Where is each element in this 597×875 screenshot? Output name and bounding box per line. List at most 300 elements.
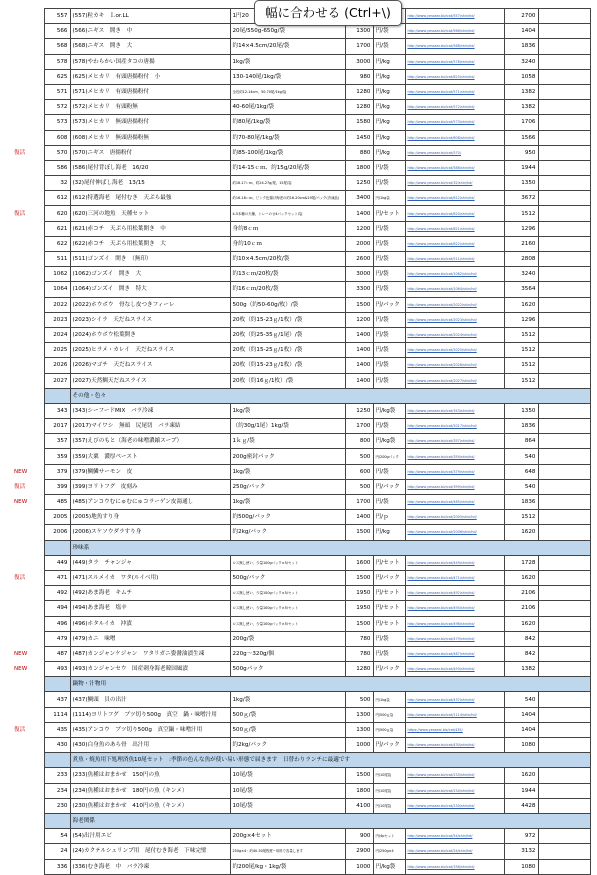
- table-row[interactable]: [12, 39, 590, 54]
- table-row[interactable]: [12, 495, 590, 510]
- table-row[interactable]: [12, 69, 590, 84]
- item-unit: 円/セット: [373, 586, 405, 601]
- table-row[interactable]: [12, 236, 590, 251]
- item-link[interactable]: http://www.yessear.biz/cat/566/shin/hd/: [405, 24, 504, 39]
- item-spec: 約16ｃｍ/20枚/袋: [230, 282, 345, 297]
- item-total: 842: [504, 646, 538, 661]
- table-row[interactable]: [12, 100, 590, 115]
- status-label: [12, 84, 44, 99]
- item-unit: 円/袋: [373, 631, 405, 646]
- item-id: 233: [44, 768, 70, 783]
- item-price: 600: [345, 464, 373, 479]
- item-price: 1300: [345, 722, 373, 737]
- item-price: 3000: [345, 267, 373, 282]
- item-link[interactable]: http://www.yessear.biz/cat/430/shin/hd/: [405, 738, 504, 753]
- status-label: [12, 616, 44, 631]
- item-link[interactable]: http://www.yessear.biz/cat/586/shin/hd/: [405, 160, 504, 175]
- item-id: 487: [44, 646, 70, 661]
- item-total: 648: [504, 464, 538, 479]
- status-label: [12, 297, 44, 312]
- item-id: 1114: [44, 707, 70, 722]
- table-row[interactable]: [12, 692, 590, 707]
- item-spec: 約200尾/kg・1kg/袋: [230, 859, 345, 874]
- item-link[interactable]: http://www.yessear.biz/cat/2024/shin/hd/: [405, 327, 504, 342]
- item-price: 1400: [345, 206, 373, 221]
- status-label: 復活: [12, 145, 44, 160]
- item-link[interactable]: http://www.yessear.biz/cat/449/shin/hd/: [405, 555, 504, 570]
- item-name: (399)ヨリトフグ 皮刻み: [70, 479, 230, 494]
- item-price: 1500: [345, 297, 373, 312]
- item-price: 1400: [345, 510, 373, 525]
- item-link[interactable]: http://www.yessear.biz/cat/573/shin/hd/: [405, 115, 504, 130]
- item-link[interactable]: http://www.yessear.biz/cat/485/shin/hd/: [405, 495, 504, 510]
- item-id: 32: [44, 176, 70, 191]
- table-row[interactable]: [12, 419, 590, 434]
- item-total: 1404: [504, 722, 538, 737]
- item-spec: ロス無し使い、少量100gパック×5/セット: [230, 616, 345, 631]
- item-name: (233)魚種はおまかせ 150円の魚: [70, 768, 230, 783]
- item-spec: 10尾/袋: [230, 768, 345, 783]
- item-spec: 約2kg/パック: [230, 525, 345, 540]
- item-total: 1350: [504, 176, 538, 191]
- item-price: 1600: [345, 555, 373, 570]
- item-link[interactable]: http://www.yessear.biz/cat/612/shin/hd/: [405, 191, 504, 206]
- table-row[interactable]: [12, 403, 590, 418]
- item-unit: 円/パック: [373, 738, 405, 753]
- table-row[interactable]: [12, 601, 590, 616]
- item-link[interactable]: http://www.yessear.biz/cat/233/shin/hd/: [405, 768, 504, 783]
- section-label: その他・色々: [70, 388, 590, 403]
- status-label: NEW: [12, 495, 44, 510]
- empty-cell: [538, 206, 590, 221]
- empty-cell: [44, 540, 70, 555]
- item-spec: 20枚（約15-25ｇ/1枚）/袋: [230, 343, 345, 358]
- item-spec: 約70-80尾/1kg/袋: [230, 130, 345, 145]
- item-link[interactable]: http://www.yessear.biz/cat/572/shin/hd/: [405, 100, 504, 115]
- item-price: 1200: [345, 221, 373, 236]
- item-link[interactable]: http://www.yessear.biz/cat/2026/shin/hd/: [405, 358, 504, 373]
- table-row[interactable]: [12, 586, 590, 601]
- status-label: 復活: [12, 722, 44, 737]
- item-name: (54)出汁用エビ: [70, 829, 230, 844]
- item-price: 1250: [345, 176, 373, 191]
- item-id: 493: [44, 662, 70, 677]
- table-row[interactable]: [12, 616, 590, 631]
- item-name: (471)スルメイカ ワタ(ルイベ用): [70, 570, 230, 585]
- empty-cell: [538, 54, 590, 69]
- item-name: (620)三河の地魚 天種セット: [70, 206, 230, 221]
- item-link[interactable]: http://www.yessear.biz/cat/2005/shin/hd/: [405, 510, 504, 525]
- item-name: (608)メヒカリ 無頭唐揚粉無: [70, 130, 230, 145]
- status-label: [12, 631, 44, 646]
- item-price: 1800: [345, 783, 373, 798]
- table-row[interactable]: [12, 312, 590, 327]
- status-label: [12, 525, 44, 540]
- status-label: [12, 798, 44, 813]
- item-link[interactable]: http://www.yessear.biz/cat/336/shin/hd/: [405, 859, 504, 874]
- item-id: 511: [44, 252, 70, 267]
- item-link[interactable]: http://www.yessear.biz/cat/625/shin/hd/: [405, 69, 504, 84]
- item-id: 479: [44, 631, 70, 646]
- item-price: 4100: [345, 798, 373, 813]
- item-unit: 円/袋: [373, 221, 405, 236]
- table-row[interactable]: [12, 115, 590, 130]
- item-total: 1382: [504, 100, 538, 115]
- item-spec: （約30g/1尾）1kg/袋: [230, 419, 345, 434]
- item-link[interactable]: http://www.yessear.biz/cat/343/shin/hd/: [405, 403, 504, 418]
- item-unit: 円/kg: [373, 84, 405, 99]
- section-header-row: [12, 813, 590, 828]
- item-link[interactable]: http://www.yessear.biz/cat/2022/shin/hd/: [405, 297, 504, 312]
- section-header-row: [12, 677, 590, 692]
- empty-cell: [12, 813, 44, 828]
- table-row[interactable]: [12, 738, 590, 753]
- empty-cell: [538, 616, 590, 631]
- item-total: 1944: [504, 783, 538, 798]
- table-row[interactable]: [12, 434, 590, 449]
- status-label: [12, 54, 44, 69]
- item-link[interactable]: http://www.yessear.biz/cat/492/shin/hd/: [405, 586, 504, 601]
- item-id: 586: [44, 160, 70, 175]
- empty-cell: [538, 115, 590, 130]
- item-unit: 円/10尾袋: [373, 798, 405, 813]
- table-row[interactable]: [12, 555, 590, 570]
- item-link[interactable]: http://www.yessear.biz/cat/496/shin/hd/: [405, 616, 504, 631]
- status-label: [12, 312, 44, 327]
- table-row[interactable]: [12, 206, 590, 221]
- item-total: 1836: [504, 39, 538, 54]
- item-link[interactable]: http://www.yessear.biz/cat/24/shin/hd/: [405, 844, 504, 859]
- item-link[interactable]: http://www.yessear.biz/cat/2023/shin/hd/: [405, 312, 504, 327]
- item-unit: 円/200gパック: [373, 449, 405, 464]
- item-id: 430: [44, 738, 70, 753]
- item-link[interactable]: http://www.yessear.biz/cat/608/shin/hd/: [405, 130, 504, 145]
- item-spec: 250g/パック: [230, 479, 345, 494]
- item-total: 4428: [504, 798, 538, 813]
- table-row[interactable]: [12, 707, 590, 722]
- empty-cell: [538, 100, 590, 115]
- empty-cell: [538, 191, 590, 206]
- item-total: 1512: [504, 373, 538, 388]
- status-label: [12, 768, 44, 783]
- item-name: (435)アンコウ ブツ切り500g 真空鍋・味噌汁用: [70, 722, 230, 737]
- table-row[interactable]: [12, 130, 590, 145]
- table-row[interactable]: [12, 282, 590, 297]
- item-unit: 円/kg: [373, 100, 405, 115]
- table-row[interactable]: [12, 297, 590, 312]
- empty-cell: [538, 768, 590, 783]
- item-name: (2026)マゴチ 天だねスライス: [70, 358, 230, 373]
- empty-cell: [12, 677, 44, 692]
- item-link[interactable]: http://www.yessear.biz/cat/1114/shin/hd/: [405, 707, 504, 722]
- item-total: 1836: [504, 419, 538, 434]
- item-total: 1512: [504, 358, 538, 373]
- table-row[interactable]: [12, 646, 590, 661]
- item-id: 435: [44, 722, 70, 737]
- item-price: 1500: [345, 768, 373, 783]
- table-row[interactable]: [12, 722, 590, 737]
- table-row[interactable]: [12, 464, 590, 479]
- empty-cell: [538, 419, 590, 434]
- table-row[interactable]: [12, 798, 590, 813]
- item-unit: 円/袋: [373, 236, 405, 251]
- item-total: 3240: [504, 267, 538, 282]
- item-id: 2022: [44, 297, 70, 312]
- item-unit: 円/セット: [373, 601, 405, 616]
- item-link[interactable]: http://www.yessear.biz/cat/437/shin/hd/: [405, 692, 504, 707]
- item-spec: 200g密封パック: [230, 449, 345, 464]
- status-label: [12, 434, 44, 449]
- item-total: 842: [504, 631, 538, 646]
- item-total: 1566: [504, 130, 538, 145]
- item-name: (621)赤コチ 天ぷら用松葉開き 中: [70, 221, 230, 236]
- item-price: 1000: [345, 738, 373, 753]
- item-spec: 1kg/袋: [230, 54, 345, 69]
- table-row[interactable]: [12, 662, 590, 677]
- item-spec: 220g〜320g/個: [230, 646, 345, 661]
- item-link[interactable]: http://www.yessear.biz/cat/511/shin/hd/: [405, 252, 504, 267]
- item-spec: 約2kg/パック: [230, 738, 345, 753]
- item-link[interactable]: http://www.yessear.biz/cat/32/shin/hd/: [405, 176, 504, 191]
- item-id: 234: [44, 783, 70, 798]
- item-price: 2000: [345, 236, 373, 251]
- item-unit: 円/袋: [373, 327, 405, 342]
- item-link[interactable]: http://www.yessear.biz/cat/234/shin/hd/: [405, 783, 504, 798]
- item-price: 1250: [345, 403, 373, 418]
- item-total: 864: [504, 434, 538, 449]
- table-row[interactable]: [12, 631, 590, 646]
- item-link[interactable]: http://www.yessear.biz/cat/399/shin/hd/: [405, 479, 504, 494]
- table-row[interactable]: [12, 160, 590, 175]
- table-row[interactable]: [12, 844, 590, 859]
- item-name: (2006)スケソウダラすり身: [70, 525, 230, 540]
- item-unit: 円/袋: [373, 252, 405, 267]
- table-row[interactable]: [12, 176, 590, 191]
- item-link[interactable]: http://www.yessear.biz/cat/479/shin/hd/: [405, 631, 504, 646]
- item-spec: 200g×4セット: [230, 829, 345, 844]
- table-row[interactable]: [12, 768, 590, 783]
- fit-to-width-tooltip: 幅に合わせる (Ctrl+\): [254, 0, 402, 26]
- item-link[interactable]: http://www.yessear.biz/cat/570/: [405, 145, 504, 160]
- item-total: 3564: [504, 282, 538, 297]
- item-price: 500: [345, 479, 373, 494]
- item-name: (485)アンコウむにゅむにゅコラーゲン皮湯通し: [70, 495, 230, 510]
- table-row[interactable]: [12, 267, 590, 282]
- item-name: (1062)ゴンズイ 開き 大: [70, 267, 230, 282]
- item-name: (573)メヒカリ 無頭唐揚粉付: [70, 115, 230, 130]
- item-price: 980: [345, 69, 373, 84]
- item-link[interactable]: http://www.yessear.biz/cat/578/shin/hd/: [405, 54, 504, 69]
- status-label: [12, 601, 44, 616]
- empty-cell: [538, 252, 590, 267]
- item-unit: 円/1kg袋: [373, 191, 405, 206]
- item-name: (32)尾付伸ばし海老 13/15: [70, 176, 230, 191]
- item-unit: 円/kg: [373, 130, 405, 145]
- item-link[interactable]: https://www.yessear.biz/cat/435/: [405, 722, 504, 737]
- table-row[interactable]: [12, 570, 590, 585]
- item-id: 24: [44, 844, 70, 859]
- status-label: [12, 130, 44, 145]
- item-total: 1350: [504, 403, 538, 418]
- item-name: (494)あま海老 塩辛: [70, 601, 230, 616]
- status-label: [12, 282, 44, 297]
- item-link[interactable]: http://www.yessear.biz/cat/487/shin/hd/: [405, 646, 504, 661]
- item-link[interactable]: http://www.yessear.biz/cat/620/shin/hd/: [405, 206, 504, 221]
- item-id: 1064: [44, 282, 70, 297]
- item-spec: 約14-15ｃｍ、約15g/20尾/袋: [230, 160, 345, 175]
- item-link[interactable]: http://www.yessear.biz/cat/557/shin/hd/: [405, 9, 504, 24]
- item-name: (612)特選海老 尾付むき 天ぷら最強: [70, 191, 230, 206]
- empty-cell: [44, 677, 70, 692]
- empty-cell: [12, 388, 44, 403]
- item-unit: 円/250g×4: [373, 844, 405, 859]
- item-spec: 約16-17ｃｍ、約24-27g/尾、15尾/袋: [230, 176, 345, 191]
- item-total: 3672: [504, 191, 538, 206]
- item-unit: 円/袋: [373, 24, 405, 39]
- item-spec: 20枚（約15-23ｇ/1枚）/袋: [230, 312, 345, 327]
- item-link[interactable]: http://www.yessear.biz/cat/2025/shin/hd/: [405, 343, 504, 358]
- item-name: (572)メヒカリ 有頭粉無: [70, 100, 230, 115]
- empty-cell: [538, 434, 590, 449]
- item-link[interactable]: http://www.yessear.biz/cat/2027/shin/hd/: [405, 373, 504, 388]
- empty-cell: [538, 282, 590, 297]
- table-row[interactable]: [12, 145, 590, 160]
- status-label: [12, 859, 44, 874]
- table-row[interactable]: [12, 221, 590, 236]
- empty-cell: [538, 221, 590, 236]
- item-price: 1450: [345, 130, 373, 145]
- item-price: 2900: [345, 844, 373, 859]
- item-unit: 円/袋: [373, 160, 405, 175]
- item-id: 399: [44, 479, 70, 494]
- item-spec: 全長約12-14cm、50-70尾/1kg/袋: [230, 84, 345, 99]
- item-link[interactable]: http://www.yessear.biz/cat/471/shin/hd/: [405, 570, 504, 585]
- empty-cell: [538, 343, 590, 358]
- table-row[interactable]: [12, 327, 590, 342]
- table-row[interactable]: [12, 510, 590, 525]
- table-row[interactable]: [12, 343, 590, 358]
- item-name: (230)魚種はおまかせ 410円の魚（キンメ）: [70, 798, 230, 813]
- empty-cell: [538, 297, 590, 312]
- item-link[interactable]: http://www.yessear.biz/cat/494/shin/hd/: [405, 601, 504, 616]
- item-link[interactable]: http://www.yessear.biz/cat/230/shin/hd/: [405, 798, 504, 813]
- empty-cell: [538, 631, 590, 646]
- item-id: 379: [44, 464, 70, 479]
- item-name: (492)あま海老 キムチ: [70, 586, 230, 601]
- table-row[interactable]: [12, 479, 590, 494]
- empty-cell: [538, 267, 590, 282]
- item-link[interactable]: http://www.yessear.biz/cat/359/shin/hd/: [405, 449, 504, 464]
- empty-cell: [538, 160, 590, 175]
- item-spec: 約85-100尾/1kg/袋: [230, 145, 345, 160]
- status-label: [12, 69, 44, 84]
- empty-cell: [538, 738, 590, 753]
- item-id: 2026: [44, 358, 70, 373]
- table-row[interactable]: [12, 783, 590, 798]
- item-link[interactable]: http://www.yessear.biz/cat/571/shin/hd/: [405, 84, 504, 99]
- item-unit: 円/パック: [373, 297, 405, 312]
- empty-cell: [538, 236, 590, 251]
- item-name: (359)大粟 濃厚ペースト: [70, 449, 230, 464]
- table-row[interactable]: [12, 373, 590, 388]
- empty-cell: [538, 646, 590, 661]
- item-price: 1280: [345, 84, 373, 99]
- item-price: 1500: [345, 525, 373, 540]
- status-label: [12, 24, 44, 39]
- empty-cell: [538, 327, 590, 342]
- empty-cell: [538, 601, 590, 616]
- item-id: 2023: [44, 312, 70, 327]
- item-link[interactable]: http://www.yessear.biz/cat/54/shin/hd/: [405, 829, 504, 844]
- item-link[interactable]: http://www.yessear.biz/cat/357/shin/hd/: [405, 434, 504, 449]
- item-spec: 500g/パック: [230, 570, 345, 585]
- item-total: 2808: [504, 252, 538, 267]
- empty-cell: [538, 555, 590, 570]
- item-id: 2017: [44, 419, 70, 434]
- item-name: (622)赤コチ 天ぷら用松葉開き 大: [70, 236, 230, 251]
- empty-cell: [538, 24, 590, 39]
- table-row[interactable]: [12, 449, 590, 464]
- item-link[interactable]: http://www.yessear.biz/cat/2006/shin/hd/: [405, 525, 504, 540]
- item-link[interactable]: http://www.yessear.biz/cat/493/shin/hd/: [405, 662, 504, 677]
- item-link[interactable]: http://www.yessear.biz/cat/379/shin/hd/: [405, 464, 504, 479]
- item-unit: 円/kg袋: [373, 403, 405, 418]
- status-label: [12, 449, 44, 464]
- item-spec: 500ｇ/袋: [230, 707, 345, 722]
- section-label: 海老関係: [70, 813, 590, 828]
- item-id: 230: [44, 798, 70, 813]
- item-unit: 円/10尾袋: [373, 768, 405, 783]
- item-spec: 20尾/550g-650g/袋: [230, 24, 345, 39]
- item-link[interactable]: http://www.yessear.biz/cat/568/shin/hd/: [405, 39, 504, 54]
- item-link[interactable]: http://www.yessear.biz/cat/1062/shin/hd/: [405, 267, 504, 282]
- item-unit: 円/kg: [373, 69, 405, 84]
- item-id: 343: [44, 403, 70, 418]
- section-label: 煮魚・焼魚用下処理済魚10尾セット :季節の色んな魚が使い易い形態で届きます 日替わりランチに最適です: [70, 753, 590, 768]
- item-link[interactable]: http://www.yessear.biz/cat/1064/shin/hd/: [405, 282, 504, 297]
- empty-cell: [538, 464, 590, 479]
- item-spec: 約14×4.5cm/20尾/袋: [230, 39, 345, 54]
- item-id: 625: [44, 69, 70, 84]
- table-row[interactable]: [12, 358, 590, 373]
- empty-cell: [538, 9, 590, 24]
- item-price: 1000: [345, 859, 373, 874]
- item-link[interactable]: http://www.yessear.biz/cat/621/shin/hd/: [405, 221, 504, 236]
- item-link[interactable]: http://www.yessear.biz/cat/622/shin/hd/: [405, 236, 504, 251]
- item-spec: 1kg/袋: [230, 403, 345, 418]
- item-total: 1620: [504, 768, 538, 783]
- empty-cell: [44, 388, 70, 403]
- table-row[interactable]: [12, 84, 590, 99]
- table-body: [12, 9, 590, 875]
- table-row[interactable]: [12, 859, 590, 874]
- item-id: 336: [44, 859, 70, 874]
- table-row[interactable]: [12, 54, 590, 69]
- table-row[interactable]: [12, 191, 590, 206]
- item-link[interactable]: http://www.yessear.biz/cat/2017/shin/hd/: [405, 419, 504, 434]
- item-name: (2025)ヒラメ・カレイ 天だねスライス: [70, 343, 230, 358]
- empty-cell: [538, 525, 590, 540]
- item-total: 1512: [504, 327, 538, 342]
- item-name: (430)白身魚のあら骨 出汁用: [70, 738, 230, 753]
- table-row[interactable]: [12, 525, 590, 540]
- table-row[interactable]: [12, 252, 590, 267]
- item-spec: 1ｋｇ/袋: [230, 434, 345, 449]
- empty-cell: [44, 813, 70, 828]
- item-spec: 約13ｃｍ/20枚/袋: [230, 267, 345, 282]
- item-price: 1800: [345, 160, 373, 175]
- item-price: 800: [345, 434, 373, 449]
